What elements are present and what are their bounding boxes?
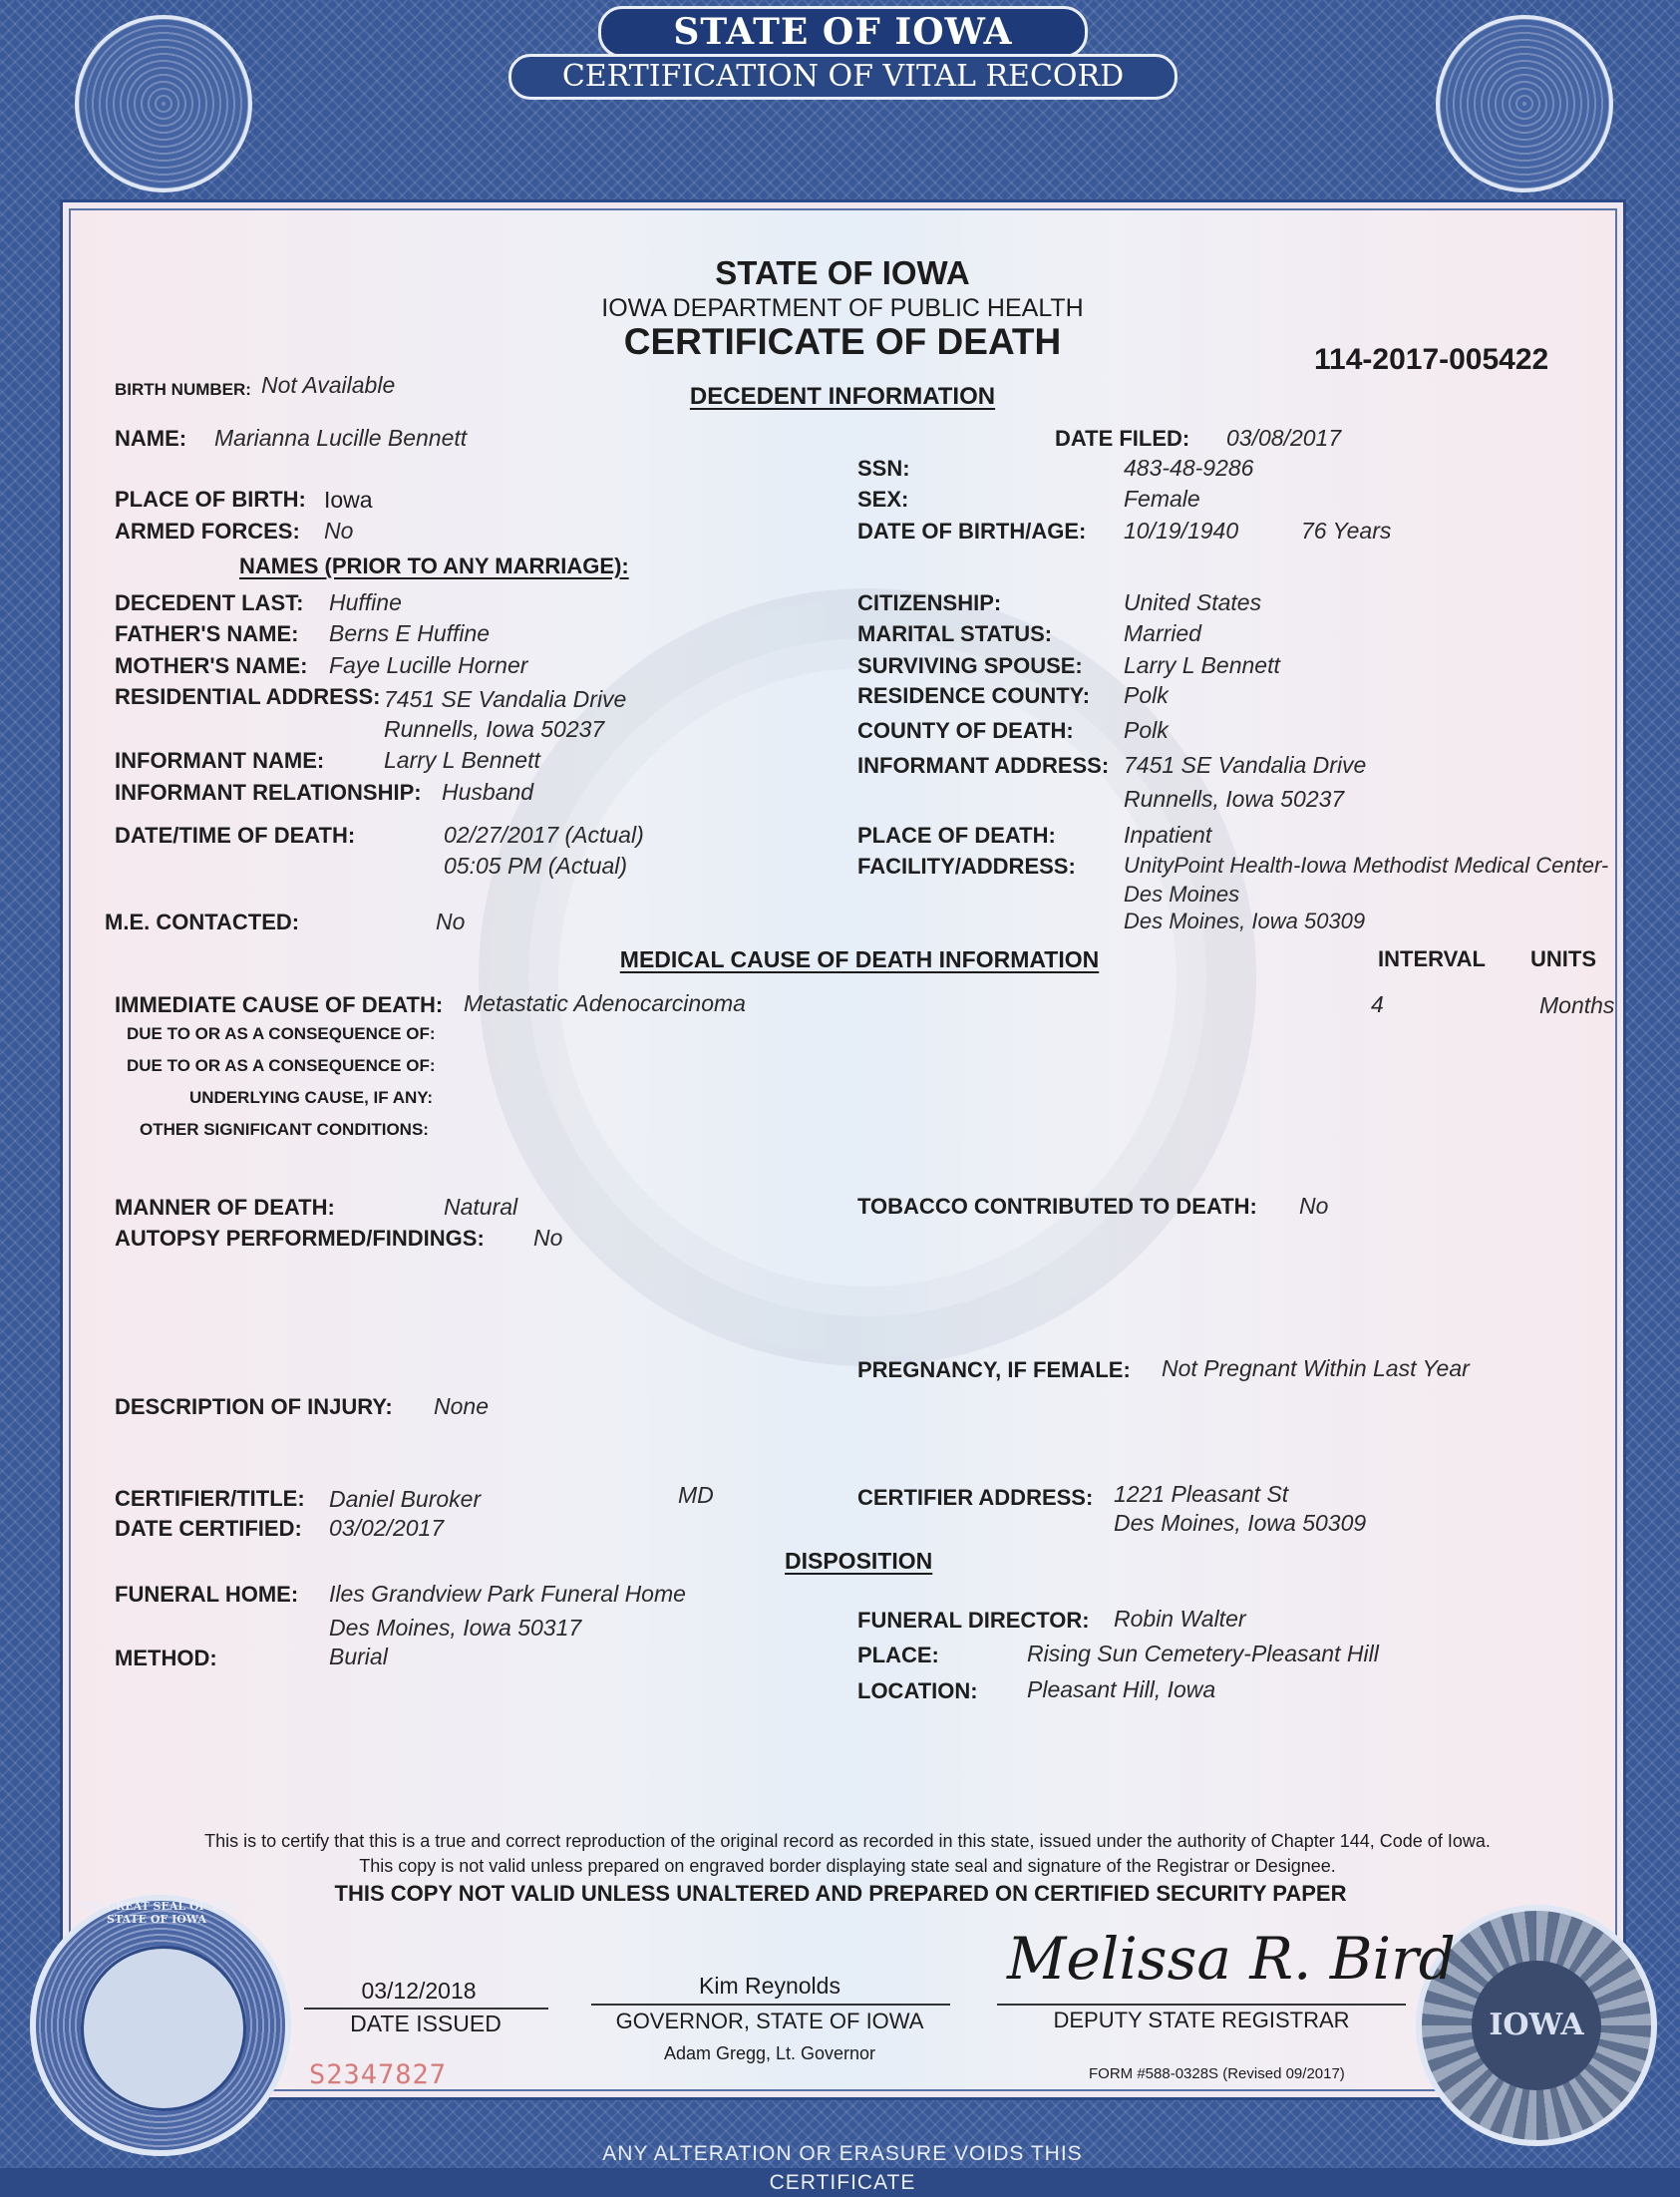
header-title: CERTIFICATE OF DEATH bbox=[623, 321, 1062, 362]
due-to-2-label: DUE TO OR AS A CONSEQUENCE OF: bbox=[127, 1056, 436, 1075]
residential-address-line1: 7451 SE Vandalia Drive bbox=[384, 686, 627, 712]
medical-heading: MEDICAL CAUSE OF DEATH INFORMATION bbox=[619, 946, 1100, 972]
serial-number: S2347827 bbox=[309, 2059, 448, 2090]
certificate-number: 114-2017-005422 bbox=[1314, 343, 1549, 376]
residence-county-value: Polk bbox=[1124, 682, 1169, 708]
date-issued-value: 03/12/2018 bbox=[361, 1978, 477, 2004]
method-value: Burial bbox=[329, 1644, 388, 1669]
pregnancy-value: Not Pregnant Within Last Year bbox=[1162, 1355, 1470, 1381]
residence-county-label: RESIDENCE COUNTY: bbox=[857, 683, 1091, 708]
alteration-warning: ANY ALTERATION OR ERASURE VOIDS THIS CERTIFICATE bbox=[602, 2142, 1083, 2194]
birth-number-value: Not Available bbox=[261, 372, 396, 398]
informant-address-line2: Runnells, Iowa 50237 bbox=[1124, 786, 1345, 812]
ssn-label: SSN: bbox=[857, 456, 910, 481]
date-filed-label: DATE FILED: bbox=[1055, 426, 1190, 451]
autopsy-label: AUTOPSY PERFORMED/FINDINGS: bbox=[115, 1226, 485, 1251]
facility-line2: Des Moines bbox=[1124, 882, 1240, 907]
date-certified-value: 03/02/2017 bbox=[329, 1515, 445, 1541]
form-number: FORM #588-0328S (Revised 09/2017) bbox=[1089, 2065, 1345, 2082]
citizenship-label: CITIZENSHIP: bbox=[857, 590, 1002, 615]
not-valid-statement: THIS COPY NOT VALID UNLESS UNALTERED AND PREPARED ON CERTIFIED SECURITY PAPER bbox=[334, 1881, 1347, 1906]
place-of-death-label: PLACE OF DEATH: bbox=[857, 823, 1056, 848]
facility-address-label: FACILITY/ADDRESS: bbox=[857, 854, 1076, 879]
ssn-value: 483-48-9286 bbox=[1124, 455, 1254, 481]
governor-label: GOVERNOR, STATE OF IOWA bbox=[615, 2009, 924, 2033]
funeral-home-line2: Des Moines, Iowa 50317 bbox=[329, 1615, 582, 1641]
certifier-title-label: CERTIFIER/TITLE: bbox=[115, 1486, 305, 1511]
mother-value: Faye Lucille Horner bbox=[329, 652, 528, 678]
corner-rosette-top-right bbox=[1436, 15, 1613, 192]
injury-value: None bbox=[434, 1393, 489, 1419]
funeral-director-label: FUNERAL DIRECTOR: bbox=[857, 1608, 1090, 1633]
funeral-home-line1: Iles Grandview Park Funeral Home bbox=[329, 1581, 686, 1607]
funeral-home-label: FUNERAL HOME: bbox=[115, 1582, 299, 1607]
age-value: 76 Years bbox=[1301, 518, 1392, 544]
lt-governor: Adam Gregg, Lt. Governor bbox=[663, 2043, 876, 2063]
certify-statement-1: This is to certify that this is a true and correct reproduction of the original record as recorded in this state, issued under the authority of Chapter 144, Code of Iowa. bbox=[204, 1831, 1491, 1851]
marital-status-value: Married bbox=[1124, 620, 1201, 646]
registrar-line bbox=[997, 2004, 1406, 2006]
disposition-heading: DISPOSITION bbox=[785, 1548, 933, 1574]
certifier-address-label: CERTIFIER ADDRESS: bbox=[857, 1485, 1094, 1510]
date-filed-value: 03/08/2017 bbox=[1226, 425, 1342, 451]
hologram-center: IOWA bbox=[1472, 1961, 1601, 2090]
informant-address-line1: 7451 SE Vandalia Drive bbox=[1124, 752, 1367, 778]
informant-address-label: INFORMANT ADDRESS: bbox=[857, 753, 1110, 778]
sex-label: SEX: bbox=[857, 487, 909, 512]
manner-of-death-label: MANNER OF DEATH: bbox=[115, 1195, 335, 1220]
underlying-cause-label: UNDERLYING CAUSE, IF ANY: bbox=[189, 1088, 434, 1107]
mother-label: MOTHER'S NAME: bbox=[115, 653, 308, 678]
date-certified-label: DATE CERTIFIED: bbox=[115, 1516, 302, 1541]
birth-number-label: BIRTH NUMBER: bbox=[115, 380, 251, 399]
date-issued-label: DATE ISSUED bbox=[350, 2011, 502, 2036]
facility-line3: Des Moines, Iowa 50309 bbox=[1124, 909, 1366, 933]
citizenship-value: United States bbox=[1124, 589, 1262, 615]
informant-name-label: INFORMANT NAME: bbox=[115, 748, 325, 773]
place-value: Rising Sun Cemetery-Pleasant Hill bbox=[1027, 1641, 1379, 1666]
residential-address-label: RESIDENTIAL ADDRESS: bbox=[115, 684, 381, 709]
date-issued-line bbox=[304, 2008, 548, 2010]
governor-line bbox=[591, 2004, 950, 2006]
certifier-address-line2: Des Moines, Iowa 50309 bbox=[1114, 1510, 1367, 1536]
father-value: Berns E Huffine bbox=[329, 620, 491, 646]
manner-of-death-value: Natural bbox=[444, 1194, 518, 1220]
death-time-value: 05:05 PM (Actual) bbox=[444, 853, 628, 879]
place-of-birth-label: PLACE OF BIRTH: bbox=[115, 487, 306, 512]
dob-age-label: DATE OF BIRTH/AGE: bbox=[857, 519, 1087, 544]
surviving-spouse-label: SURVIVING SPOUSE: bbox=[857, 653, 1083, 678]
pregnancy-label: PREGNANCY, IF FEMALE: bbox=[857, 1357, 1131, 1382]
sex-value: Female bbox=[1124, 486, 1200, 512]
place-of-death-value: Inpatient bbox=[1124, 822, 1212, 848]
residential-address-line2: Runnells, Iowa 50237 bbox=[384, 716, 605, 742]
interval-value: 4 bbox=[1371, 991, 1384, 1017]
decedent-info-heading: DECEDENT INFORMATION bbox=[689, 383, 996, 410]
death-date-value: 02/27/2017 (Actual) bbox=[444, 822, 644, 848]
armed-forces-value: No bbox=[324, 518, 354, 544]
place-label: PLACE: bbox=[857, 1643, 939, 1667]
me-contacted-value: No bbox=[436, 909, 466, 934]
county-of-death-label: COUNTY OF DEATH: bbox=[857, 718, 1074, 743]
date-time-of-death-label: DATE/TIME OF DEATH: bbox=[115, 823, 356, 848]
county-of-death-value: Polk bbox=[1124, 717, 1169, 743]
location-value: Pleasant Hill, Iowa bbox=[1027, 1676, 1216, 1702]
state-banner: STATE OF IOWA bbox=[598, 6, 1088, 58]
marital-status-label: MARITAL STATUS: bbox=[857, 621, 1053, 646]
due-to-1-label: DUE TO OR AS A CONSEQUENCE OF: bbox=[127, 1024, 436, 1043]
names-prior-heading: NAMES (PRIOR TO ANY MARRIAGE): bbox=[239, 553, 629, 578]
great-seal-of-iowa bbox=[30, 1895, 291, 2156]
place-of-birth-value: Iowa bbox=[324, 487, 373, 513]
tobacco-value: No bbox=[1299, 1193, 1329, 1219]
certifier-title-value: MD bbox=[678, 1482, 714, 1508]
surviving-spouse-value: Larry L Bennett bbox=[1124, 652, 1280, 678]
header-department: IOWA DEPARTMENT OF PUBLIC HEALTH bbox=[601, 294, 1084, 322]
decedent-last-value: Huffine bbox=[329, 589, 402, 615]
units-header: UNITS bbox=[1530, 946, 1596, 971]
funeral-director-value: Robin Walter bbox=[1114, 1606, 1246, 1632]
dob-value: 10/19/1940 bbox=[1124, 518, 1239, 544]
armed-forces-label: ARMED FORCES: bbox=[115, 519, 300, 544]
me-contacted-label: M.E. CONTACTED: bbox=[105, 910, 300, 934]
certifier-name-value: Daniel Buroker bbox=[329, 1486, 482, 1512]
informant-relationship-value: Husband bbox=[442, 779, 534, 805]
units-value: Months bbox=[1539, 992, 1615, 1018]
autopsy-value: No bbox=[533, 1225, 563, 1251]
injury-label: DESCRIPTION OF INJURY: bbox=[115, 1394, 393, 1419]
other-conditions-label: OTHER SIGNIFICANT CONDITIONS: bbox=[140, 1120, 429, 1139]
decedent-last-label: DECEDENT LAST: bbox=[115, 590, 304, 615]
certify-statement-2: This copy is not valid unless prepared on engraved border displaying state seal and signature of the Registrar or Designee. bbox=[359, 1856, 1336, 1876]
certifier-address-line1: 1221 Pleasant St bbox=[1114, 1481, 1289, 1507]
name-label: NAME: bbox=[115, 426, 187, 451]
location-label: LOCATION: bbox=[857, 1678, 978, 1703]
father-label: FATHER'S NAME: bbox=[115, 621, 299, 646]
vital-record-banner: CERTIFICATION OF VITAL RECORD bbox=[508, 54, 1177, 100]
registrar-signature: Melissa R. Bird bbox=[1007, 1925, 1456, 1993]
corner-rosette-top-left bbox=[75, 15, 252, 192]
seal-emblem bbox=[81, 1946, 246, 2111]
governor-name: Kim Reynolds bbox=[699, 1973, 840, 1999]
header-state: STATE OF IOWA bbox=[715, 254, 970, 291]
method-label: METHOD: bbox=[115, 1646, 217, 1670]
informant-relationship-label: INFORMANT RELATIONSHIP: bbox=[115, 780, 422, 805]
tobacco-label: TOBACCO CONTRIBUTED TO DEATH: bbox=[857, 1194, 1257, 1219]
immediate-cause-label: IMMEDIATE CAUSE OF DEATH: bbox=[115, 992, 444, 1017]
facility-line1: UnityPoint Health-Iowa Methodist Medical Center- bbox=[1124, 853, 1609, 878]
name-value: Marianna Lucille Bennett bbox=[214, 425, 468, 451]
informant-name-value: Larry L Bennett bbox=[384, 747, 540, 773]
interval-header: INTERVAL bbox=[1378, 946, 1486, 971]
registrar-label: DEPUTY STATE REGISTRAR bbox=[1053, 2008, 1350, 2032]
seal-text: THE GREAT SEAL OF THE STATE OF IOWA bbox=[75, 1900, 238, 1926]
immediate-cause-value: Metastatic Adenocarcinoma bbox=[464, 990, 746, 1016]
